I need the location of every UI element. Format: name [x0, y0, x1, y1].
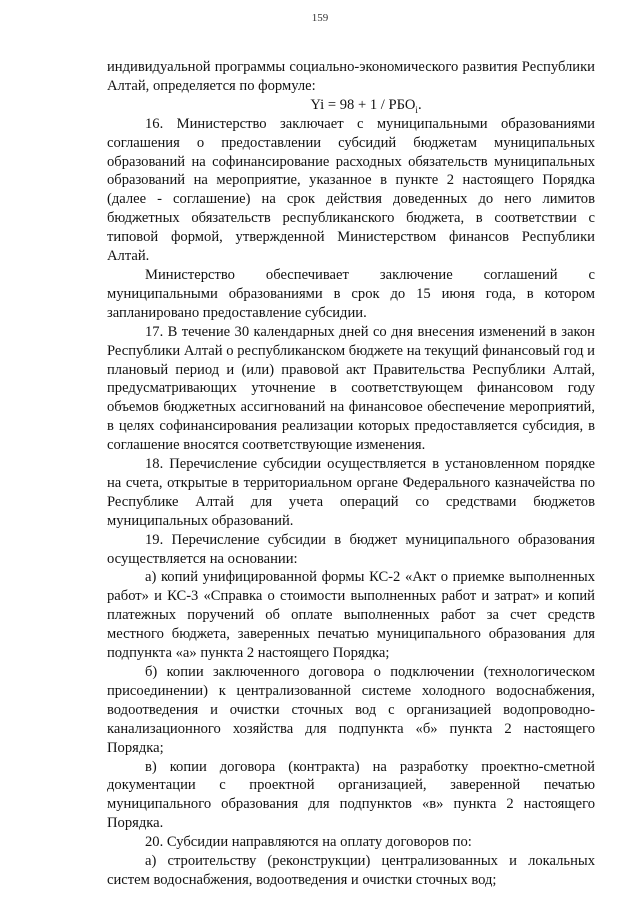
- paragraph-19-v: в) копии договора (контракта) на разработку проектно-сметной документации с проектной организацией, заверенной печатью муниципального образования для подпунктов «в» пункта 2 настоящего Порядка.: [107, 758, 595, 832]
- formula-text: Yi = 98 + 1 / РБО: [310, 96, 416, 113]
- paragraph-16: 16. Министерство заключает с муниципальными образованиями соглашения о предоставлении субсидий бюджетам муниципальных образований на софинансирование расходных обязательств муниципальных образований на мероприятие, указанное в пункте 2 настоящего Порядка (далее - соглашение) на срок действия доведенных до него лимитов бюджетных обязательств республиканского бюджета, в соответствии с типовой формой, утвержденной Министерством финансов Республики Алтай.: [107, 115, 595, 265]
- paragraph-16-deadline: Министерство обеспечивает заключение соглашений с муниципальными образованиями в срок до 15 июня года, в котором запланировано предоставление субсидии.: [107, 266, 595, 321]
- paragraph-20: 20. Субсидии направляются на оплату договоров по:: [145, 834, 472, 851]
- paragraph-17: 17. В течение 30 календарных дней со дня внесения изменений в закон Республики Алтай о республиканском бюджете на текущий финансовый год и плановый период и (или) правовой акт Правительства Республики Алтай, предусматривающих уточнение в соответствующем финансовом году объемов бюджетных ассигнований на финансовое обеспечение мероприятий, в целях софинансирования реализации которых предоставляется субсидия, в соглашение вносятся соответствующие изменения.: [107, 323, 595, 454]
- paragraph-19-b: б) копии заключенного договора о подключении (технологическом присоединении) к централизованной системе холодного водоснабжения, водоотведения и очистки сточных вод с организацией водопроводно-канализационного хозяйства для подпункта «б» пункта 2 настоящего Порядка;: [107, 664, 595, 756]
- paragraph-20-a: а) строительству (реконструкции) централизованных и локальных систем водоснабжения, водоотведения и очистки сточных вод;: [107, 853, 595, 888]
- paragraph-19: 19. Перечисление субсидии в бюджет муниципального образования осуществляется на основании:: [107, 531, 595, 567]
- formula-subscript: i: [415, 104, 418, 115]
- paragraph-18: 18. Перечисление субсидии осуществляется в установленном порядке на счета, открытые в территориальном органе Федерального казначейства по Республике Алтай для учета операций со средствами бюджетов муниципальных образований.: [107, 456, 595, 529]
- paragraph-formula-intro: индивидуальной программы социально-экономического развития Республики Алтай, определяется по формуле:: [107, 59, 595, 94]
- page-number: 159: [311, 12, 329, 24]
- paragraph-19-a: а) копий унифицированной формы КС-2 «Акт о приемке выполненных работ» и КС-3 «Справка о стоимости выполненных работ и затрат» и копий платежных поручений об оплате выполненных работ за счет средств местного бюджета, заверенных печатью муниципального образования для подпункта «а» пункта 2 настоящего Порядка;: [107, 569, 595, 662]
- formula-suffix: .: [417, 96, 422, 113]
- formula: [107, 96, 595, 115]
- document-body: [107, 58, 595, 890]
